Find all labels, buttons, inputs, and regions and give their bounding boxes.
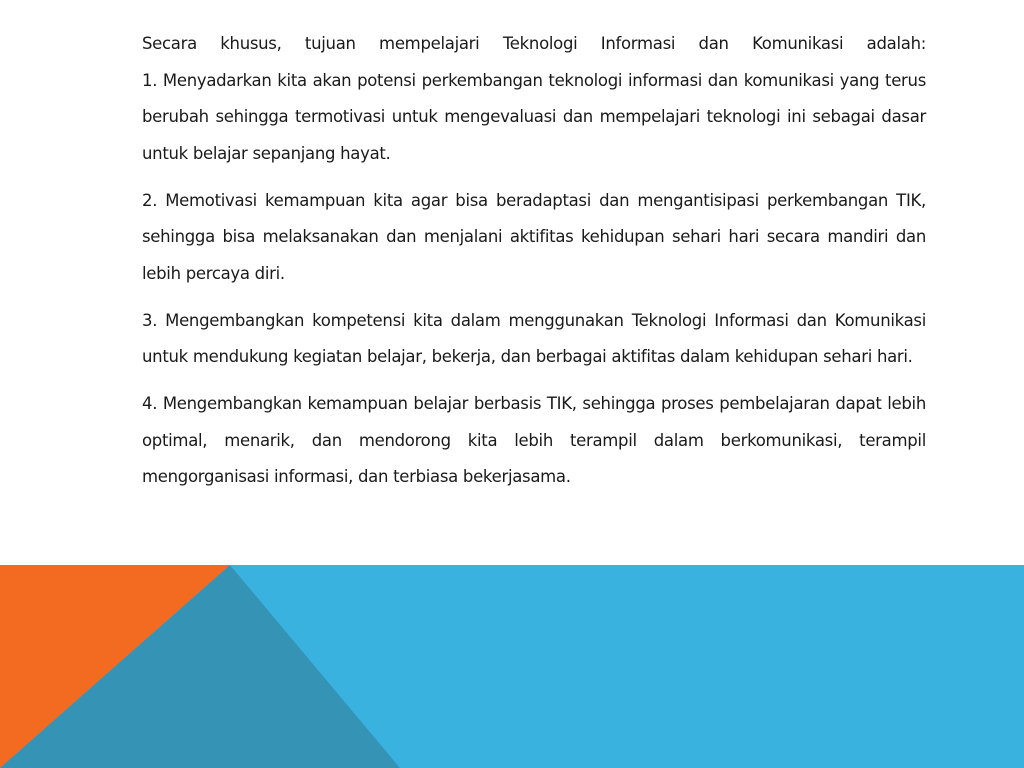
intro-text: Secara khusus, tujuan mempelajari Teknologi Informasi dan Komunikasi adalah: [142,34,926,53]
bottom-decoration [0,565,1024,768]
point-1-text: 1. Menyadarkan kita akan potensi perkembangan teknologi informasi dan komunikasi yang terus berubah sehingga termotivasi untuk mengevaluasi dan mempelajari teknologi ini sebagai dasar untuk belajar sepanjang hayat. [142,70,926,163]
point-2-text: 2. Memotivasi kemampuan kita agar bisa beradaptasi dan mengantisipasi perkembangan TIK, sehingga bisa melaksanakan dan menjalani aktifitas kehidupan sehari hari secara mandiri dan lebih percaya diri. [142,190,926,283]
paragraph-1 [142,26,926,172]
slide-body [142,26,926,506]
paragraph-3 [142,303,926,376]
point-4-text: 4. Mengembangkan kemampuan belajar berbasis TIK, sehingga proses pembelajaran dapat lebih optimal, menarik, dan mendorong kita lebih terampil dalam berkomunikasi, terampil mengorganisasi informasi, dan terbiasa bekerjasama. [142,394,926,486]
paragraph-2 [142,183,926,293]
paragraph-4 [142,386,926,496]
point-3-text: 3. Mengembangkan kompetensi kita dalam menggunakan Teknologi Informasi dan Komunikasi untuk mendukung kegiatan belajar, bekerja, dan berbagai aktifitas dalam kehidupan sehari hari. [142,310,926,366]
